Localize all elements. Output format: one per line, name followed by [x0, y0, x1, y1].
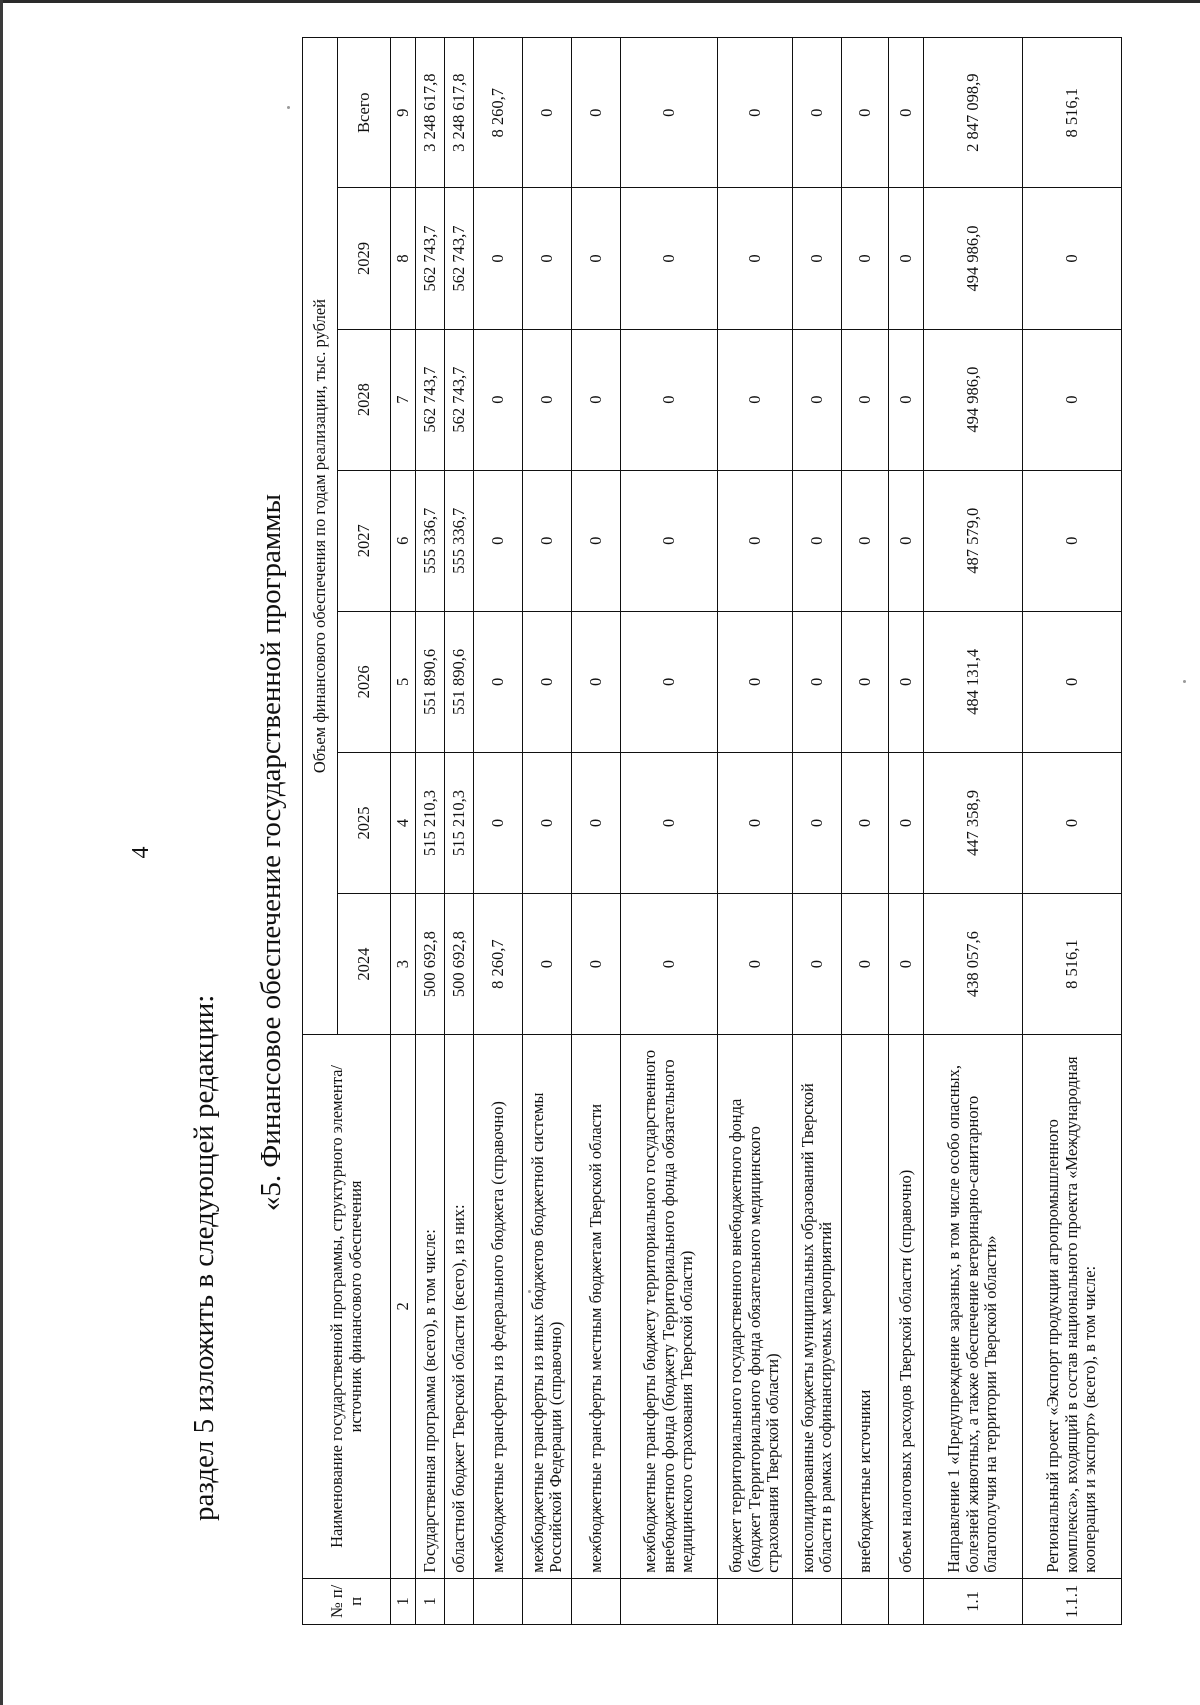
row-number [523, 1578, 572, 1624]
table-row [889, 38, 924, 1625]
row-name: межбюджетные трансферты из федерального бюджета (справочно) [474, 1035, 523, 1579]
table-row [445, 38, 474, 1625]
row-total: 0 [842, 38, 889, 188]
row-name: объем налоговых расходов Тверской области (справочно) [889, 1035, 924, 1579]
row-value: 0 [718, 188, 793, 329]
row-value: 447 358,9 [924, 752, 1023, 893]
row-value: 562 743,7 [445, 329, 474, 470]
header-year: 2028 [338, 329, 391, 470]
column-index: 1 [391, 1578, 416, 1624]
table-row [793, 38, 842, 1625]
header-year: 2029 [338, 188, 391, 329]
row-value: 0 [1023, 470, 1122, 611]
row-value: 0 [572, 894, 621, 1035]
row-total: 0 [718, 38, 793, 188]
row-value: 0 [474, 752, 523, 893]
row-name: Направление 1 «Предупреждение заразных, в том числе особо опасных, болезней животных, а также обеспечение ветеринарно-санитарного благополучия на территории Тверской области» [924, 1035, 1023, 1579]
row-value: 0 [621, 329, 718, 470]
row-value: 0 [621, 894, 718, 1035]
column-index: 6 [391, 470, 416, 611]
row-value: 0 [889, 188, 924, 329]
row-value: 562 743,7 [445, 188, 474, 329]
header-no: № п/п [303, 1578, 391, 1624]
row-value: 0 [474, 329, 523, 470]
column-index: 8 [391, 188, 416, 329]
row-value: 8 516,1 [1023, 894, 1122, 1035]
row-number: 1.1.1 [1023, 1578, 1122, 1624]
row-value: 0 [889, 611, 924, 752]
row-value: 0 [718, 329, 793, 470]
row-value: 0 [523, 894, 572, 1035]
header-volume: Объем финансового обеспечения по годам реализации, тыс. рублей [303, 38, 338, 1035]
row-name: межбюджетные трансферты бюджету территориального государственного внебюджетного фонда (бюджету Территориального фонда обязательного медицинского страхования Тверской области) [621, 1035, 718, 1579]
page-number: 4 [128, 846, 154, 859]
table-row [523, 38, 572, 1625]
row-value: 0 [842, 611, 889, 752]
row-value: 0 [718, 470, 793, 611]
row-value: 0 [474, 188, 523, 329]
row-value: 0 [572, 611, 621, 752]
row-name: межбюджетные трансферты из иных бюджетов бюджетной системы Российской Федерации (справочно) [523, 1035, 572, 1579]
row-total: 0 [621, 38, 718, 188]
row-value: 0 [842, 752, 889, 893]
row-total: 3 248 617,8 [416, 38, 445, 188]
row-total: 8 260,7 [474, 38, 523, 188]
row-name: межбюджетные трансферты местным бюджетам Тверской области [572, 1035, 621, 1579]
row-value: 0 [523, 470, 572, 611]
row-number [793, 1578, 842, 1624]
row-value: 0 [793, 752, 842, 893]
row-value: 562 743,7 [416, 188, 445, 329]
column-index: 5 [391, 611, 416, 752]
row-name: внебюджетные источники [842, 1035, 889, 1579]
row-value: 0 [523, 752, 572, 893]
column-index: 9 [391, 38, 416, 188]
row-value: 0 [889, 894, 924, 1035]
table-row [924, 38, 1023, 1625]
row-value: 0 [842, 329, 889, 470]
row-value: 0 [621, 611, 718, 752]
row-value: 0 [621, 470, 718, 611]
row-total: 0 [523, 38, 572, 188]
row-value: 500 692,8 [416, 894, 445, 1035]
table-row [1023, 38, 1122, 1625]
row-value: 515 210,3 [445, 752, 474, 893]
row-value: 551 890,6 [416, 611, 445, 752]
column-index-row [391, 38, 416, 1625]
row-value: 0 [842, 470, 889, 611]
header-total: Всего [338, 38, 391, 188]
table-row [474, 38, 523, 1625]
row-value: 484 131,4 [924, 611, 1023, 752]
table-row [718, 38, 793, 1625]
row-value: 0 [793, 188, 842, 329]
row-value: 0 [842, 894, 889, 1035]
financing-table [302, 37, 1122, 1625]
row-value: 0 [474, 611, 523, 752]
row-value: 438 057,6 [924, 894, 1023, 1035]
header-row [303, 38, 338, 1625]
section-title: «5. Финансовое обеспечение государственной программы [255, 493, 287, 1212]
row-value: 555 336,7 [416, 470, 445, 611]
row-value: 0 [842, 188, 889, 329]
table-row [416, 38, 445, 1625]
header-name: Наименование государственной программы, структурного элемента/источник финансового обеспечения [303, 1035, 391, 1579]
row-value: 0 [1023, 188, 1122, 329]
column-index: 2 [391, 1035, 416, 1579]
row-value: 487 579,0 [924, 470, 1023, 611]
row-value: 500 692,8 [445, 894, 474, 1035]
row-name: консолидированные бюджеты муниципальных образований Тверской области в рамках софинансируемых мероприятий [793, 1035, 842, 1579]
table-row [842, 38, 889, 1625]
row-number [474, 1578, 523, 1624]
header-year: 2024 [338, 894, 391, 1035]
row-value: 8 260,7 [474, 894, 523, 1035]
row-value: 0 [1023, 611, 1122, 752]
column-index: 3 [391, 894, 416, 1035]
header-year: 2027 [338, 470, 391, 611]
row-total: 8 516,1 [1023, 38, 1122, 188]
header-year: 2025 [338, 752, 391, 893]
table-row [572, 38, 621, 1625]
row-value: 0 [572, 470, 621, 611]
row-name: бюджет территориального государственного внебюджетного фонда (бюджет Территориального фонда обязательного медицинского страхования Тверской области) [718, 1035, 793, 1579]
row-number: 1.1 [924, 1578, 1023, 1624]
row-number [572, 1578, 621, 1624]
row-value: 0 [718, 894, 793, 1035]
table-row [621, 38, 718, 1625]
row-number: 1 [416, 1578, 445, 1624]
intro-text: раздел 5 изложить в следующей редакции: [188, 994, 220, 1521]
row-value: 0 [523, 611, 572, 752]
row-value: 0 [889, 752, 924, 893]
row-value: 0 [621, 188, 718, 329]
row-value: 0 [718, 752, 793, 893]
row-name: Региональный проект «Экспорт продукции агропромышленного комплекса», входящий в состав национального проекта «Международная кооперация и экспорт» (всего), в том числе: [1023, 1035, 1122, 1579]
row-number [445, 1578, 474, 1624]
column-index: 4 [391, 752, 416, 893]
row-value: 0 [572, 752, 621, 893]
row-value: 0 [523, 188, 572, 329]
row-value: 562 743,7 [416, 329, 445, 470]
row-name: Государственная программа (всего), в том числе: [416, 1035, 445, 1579]
row-value: 0 [718, 611, 793, 752]
row-value: 0 [523, 329, 572, 470]
row-value: 0 [1023, 752, 1122, 893]
row-total: 0 [572, 38, 621, 188]
row-number [718, 1578, 793, 1624]
row-value: 515 210,3 [416, 752, 445, 893]
row-total: 0 [793, 38, 842, 188]
row-number [621, 1578, 718, 1624]
row-value: 0 [889, 329, 924, 470]
row-value: 555 336,7 [445, 470, 474, 611]
row-value: 494 986,0 [924, 188, 1023, 329]
row-value: 494 986,0 [924, 329, 1023, 470]
row-total: 0 [889, 38, 924, 188]
row-value: 0 [793, 611, 842, 752]
row-value: 0 [793, 470, 842, 611]
row-value: 0 [474, 470, 523, 611]
row-total: 2 847 098,9 [924, 38, 1023, 188]
row-value: 0 [572, 188, 621, 329]
row-value: 0 [572, 329, 621, 470]
row-number [889, 1578, 924, 1624]
row-value: 0 [1023, 329, 1122, 470]
row-total: 3 248 617,8 [445, 38, 474, 188]
header-year: 2026 [338, 611, 391, 752]
row-value: 551 890,6 [445, 611, 474, 752]
row-value: 0 [793, 329, 842, 470]
row-value: 0 [889, 470, 924, 611]
row-name: областной бюджет Тверской области (всего), из них: [445, 1035, 474, 1579]
row-number [842, 1578, 889, 1624]
column-index: 7 [391, 329, 416, 470]
row-value: 0 [793, 894, 842, 1035]
row-value: 0 [621, 752, 718, 893]
